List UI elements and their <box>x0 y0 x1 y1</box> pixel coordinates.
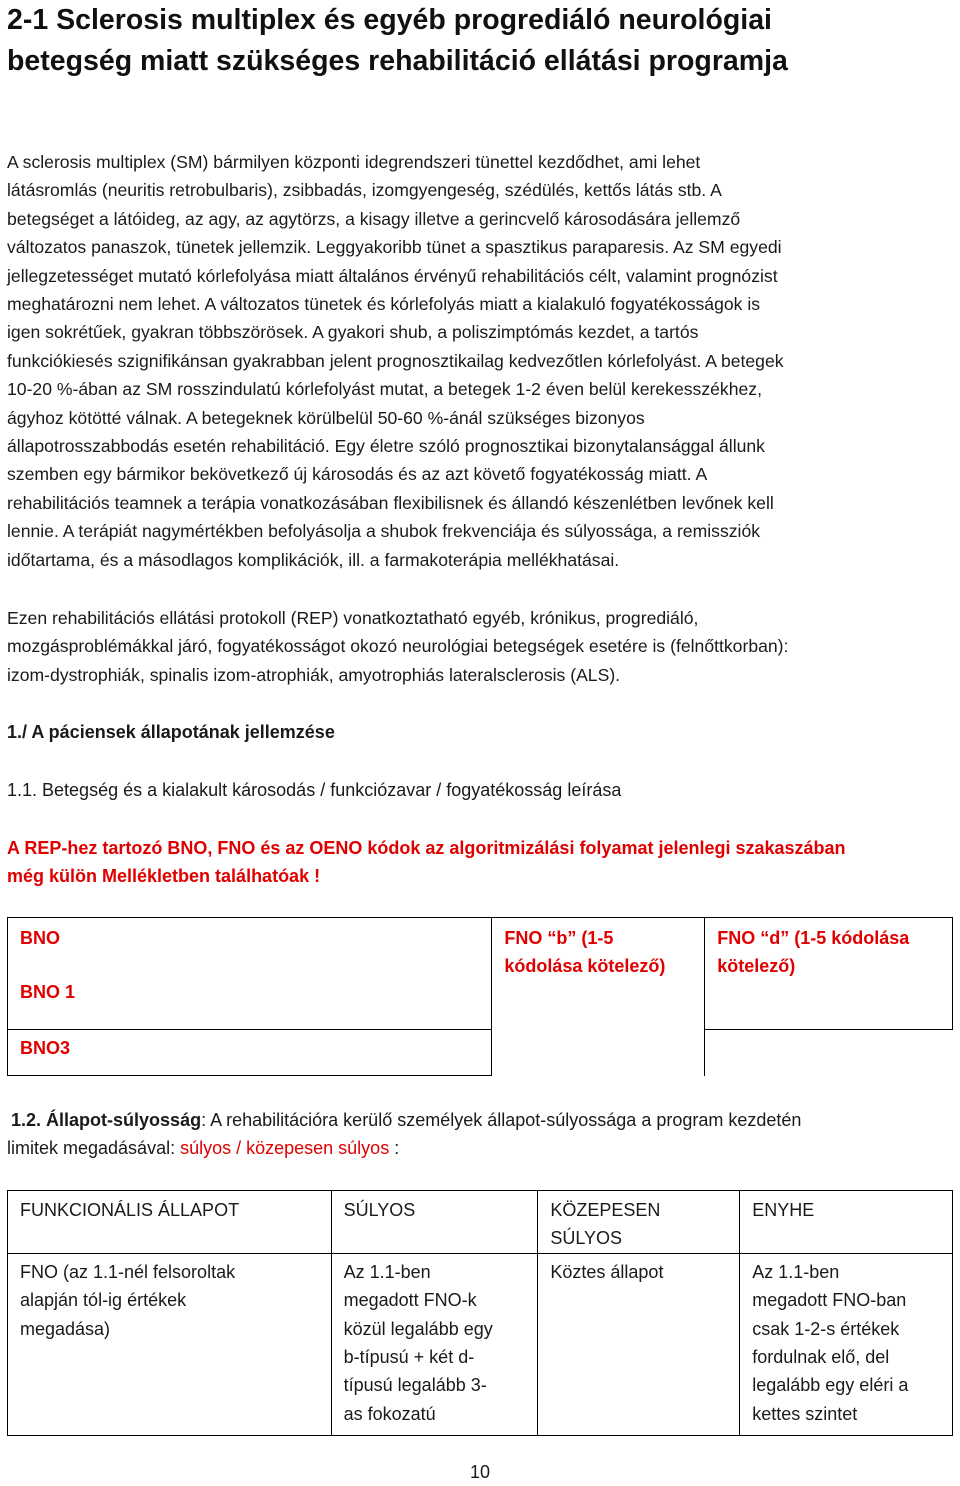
rep-line: izom-dystrophiák, spinalis izom-atrophiák, amyotrophiás lateralsclerosis (ALS). <box>7 664 621 685</box>
severe-criteria-line: Az 1.1-ben <box>343 1261 431 1282</box>
mild-criteria-line: kettes szintet <box>752 1403 858 1424</box>
mild-criteria <box>740 1254 952 1428</box>
severe-criteria-line: közül legalább egy <box>343 1318 493 1339</box>
empty-cell <box>705 1030 953 1076</box>
page-title <box>7 0 957 82</box>
intro-line: jellegzetességet mutató kórlefolyása miatt általános érvényű rehabilitációs célt, valamint prognózist <box>7 265 778 286</box>
section-1-2-line2-suffix: : <box>389 1138 400 1158</box>
fno-b-label-line-2: kódolása kötelező) <box>504 956 666 976</box>
bno3-cell <box>8 1030 492 1076</box>
mild-criteria-line: Az 1.1-ben <box>752 1261 840 1282</box>
page-title-line-2: betegség miatt szükséges rehabilitáció ellátási programja <box>7 45 788 77</box>
moderate-criteria: Köztes állapot <box>550 1261 664 1282</box>
fno-description <box>8 1254 331 1343</box>
fno-b-label-line-1: FNO “b” (1-5 <box>504 928 614 948</box>
intro-line: funkciókiesés szignifikánsan gyakrabban jelent prognosztikailag kedvezőtlen kórlefolyást. A betegek <box>7 350 784 371</box>
fno-d-label-line-1: FNO “d” (1-5 kódolása <box>717 928 910 948</box>
section-1-heading: 1./ A páciensek állapotának jellemzése <box>7 722 335 742</box>
bno-label: BNO <box>20 928 60 948</box>
fno-b-cell <box>492 918 705 1076</box>
section-1-2-severity-red: súlyos / közepesen súlyos <box>180 1138 390 1158</box>
intro-line: változatos panaszok, tünetek jellemzik. Leggyakoribb tünet a spasztikus paraparesis. Az SM egyedi <box>7 237 782 258</box>
section-1-2-label: Állapot-súlyosság <box>46 1110 202 1130</box>
severe-criteria-line: megadott FNO-k <box>343 1290 477 1311</box>
mild-criteria-line: csak 1-2-s értékek <box>752 1318 900 1339</box>
bno3-label: BNO3 <box>20 1038 71 1058</box>
bno1-cell <box>8 974 492 1030</box>
intro-line: rehabilitációs teamnek a terápia vonatkozásában flexibilisnek és állandó készenlétben levőnek kell <box>7 492 774 513</box>
header-moderate-line-2: SÚLYOS <box>550 1228 623 1249</box>
intro-line: betegséget a látóideg, az agy, az agytörzs, a kisagy illetve a gerincvelő károsodására jellemző <box>7 208 741 229</box>
fno-d-label <box>705 918 952 980</box>
severe-criteria-line: b-típusú + két d- <box>343 1347 475 1368</box>
section-1-2-line2-prefix: limitek megadásával: <box>7 1138 181 1158</box>
fno-b-label <box>492 918 704 980</box>
intro-line: meghatározni nem lehet. A változatos tünetek és kórlefolyás miatt a kialakuló fogyatékosságok is <box>7 294 761 315</box>
intro-line: időtartama, és a másodlagos komplikációk, ill. a farmakoterápia mellékhatásai. <box>7 549 620 570</box>
intro-line: szemben egy bármikor bekövetkező új károsodás és az azt követő fogyatékosság miatt. A <box>7 464 708 485</box>
intro-line: lennie. A terápiát nagymértékben befolyásolja a shubok frekvenciája és súlyossága, a remissziók <box>7 521 761 542</box>
section-1-2-colon: : <box>201 1110 207 1130</box>
header-functional-state-label: FUNKCIONÁLIS ÁLLAPOT <box>20 1200 240 1220</box>
fno-description-line: alapján tól-ig értékek <box>20 1290 187 1311</box>
severe-criteria <box>332 1254 538 1428</box>
fno-description-cell <box>8 1253 332 1435</box>
mild-criteria-line: fordulnak elő, del <box>752 1347 890 1368</box>
red-notice <box>7 834 846 890</box>
bno-cell <box>8 918 492 974</box>
mild-criteria-line: legalább egy eléri a <box>752 1375 909 1396</box>
intro-line: látásromlás (neuritis retrobulbaris), zsibbadás, izomgyengeség, szédülés, kettős látás stb. A <box>7 180 722 201</box>
section-1-2 <box>7 1106 801 1162</box>
header-mild-label: ENYHE <box>752 1200 815 1220</box>
intro-paragraph <box>7 148 952 574</box>
section-1-1-heading: 1.1. Betegség és a kialakult károsodás / funkciózavar / fogyatékosság leírása <box>7 780 622 800</box>
intro-line: A sclerosis multiplex (SM) bármilyen központi idegrendszeri tünettel kezdődhet, ami lehet <box>7 152 701 172</box>
severe-criteria-line: típusú legalább 3- <box>343 1375 487 1396</box>
rep-line: Ezen rehabilitációs ellátási protokoll (REP) vonatkoztatható egyéb, krónikus, progrediáló, <box>7 608 699 628</box>
header-moderate-label <box>538 1191 739 1253</box>
header-functional-state <box>8 1191 332 1254</box>
intro-line: állapotrosszabbodás esetén rehabilitáció. Egy életre szóló prognosztikai bizonytalansággal állunk <box>7 436 765 457</box>
header-severe <box>331 1191 538 1254</box>
header-moderate-line-1: KÖZEPESEN <box>550 1200 661 1220</box>
intro-line: ágyhoz kötötté válnak. A betegeknek körülbelül 50-60 %-ánál szükséges bizonyos <box>7 407 645 428</box>
intro-line: igen sokrétűek, gyakran többszörösek. A gyakori shub, a poliszimptómás kezdet, a tartós <box>7 322 699 343</box>
page-number: 10 <box>469 1462 491 1482</box>
page-title-line-1: 2-1 Sclerosis multiplex és egyéb progrediáló neurológiai <box>7 4 772 36</box>
rep-paragraph <box>7 604 952 689</box>
fno-d-label-line-2: kötelező) <box>717 956 796 976</box>
red-notice-line-2: még külön Mellékletben találhatóak ! <box>7 866 321 886</box>
rep-line: mozgásproblémákkal járó, fogyatékosságot okozó neurológiai betegségek esetére is (felnőttkorban): <box>7 636 789 657</box>
header-moderate <box>538 1191 740 1254</box>
mild-criteria-cell <box>740 1253 953 1435</box>
section-1-2-number: 1.2. <box>11 1110 42 1130</box>
fno-description-line: megadása) <box>20 1318 111 1339</box>
section-1-2-text: A rehabilitációra kerülő személyek állapot-súlyossága a program kezdetén <box>206 1110 802 1130</box>
bno1-label: BNO 1 <box>20 981 76 1002</box>
severe-criteria-line: as fokozatú <box>343 1403 436 1424</box>
severity-table <box>7 1190 953 1436</box>
header-mild <box>740 1191 953 1254</box>
severe-criteria-cell <box>331 1253 538 1435</box>
fno-d-cell <box>705 918 953 1030</box>
intro-line: 10-20 %-ában az SM rosszindulatú kórlefolyást mutat, a betegek 1-2 éven belül kerekesszékhez, <box>7 379 762 400</box>
moderate-criteria-cell <box>538 1253 740 1435</box>
fno-description-line: FNO (az 1.1-nél felsoroltak <box>20 1261 236 1282</box>
codes-table <box>7 917 953 1076</box>
header-severe-label: SÚLYOS <box>343 1200 416 1220</box>
red-notice-line-1: A REP-hez tartozó BNO, FNO és az OENO kódok az algoritmizálási folyamat jelenlegi szakaszában <box>7 838 846 858</box>
mild-criteria-line: megadott FNO-ban <box>752 1290 907 1311</box>
